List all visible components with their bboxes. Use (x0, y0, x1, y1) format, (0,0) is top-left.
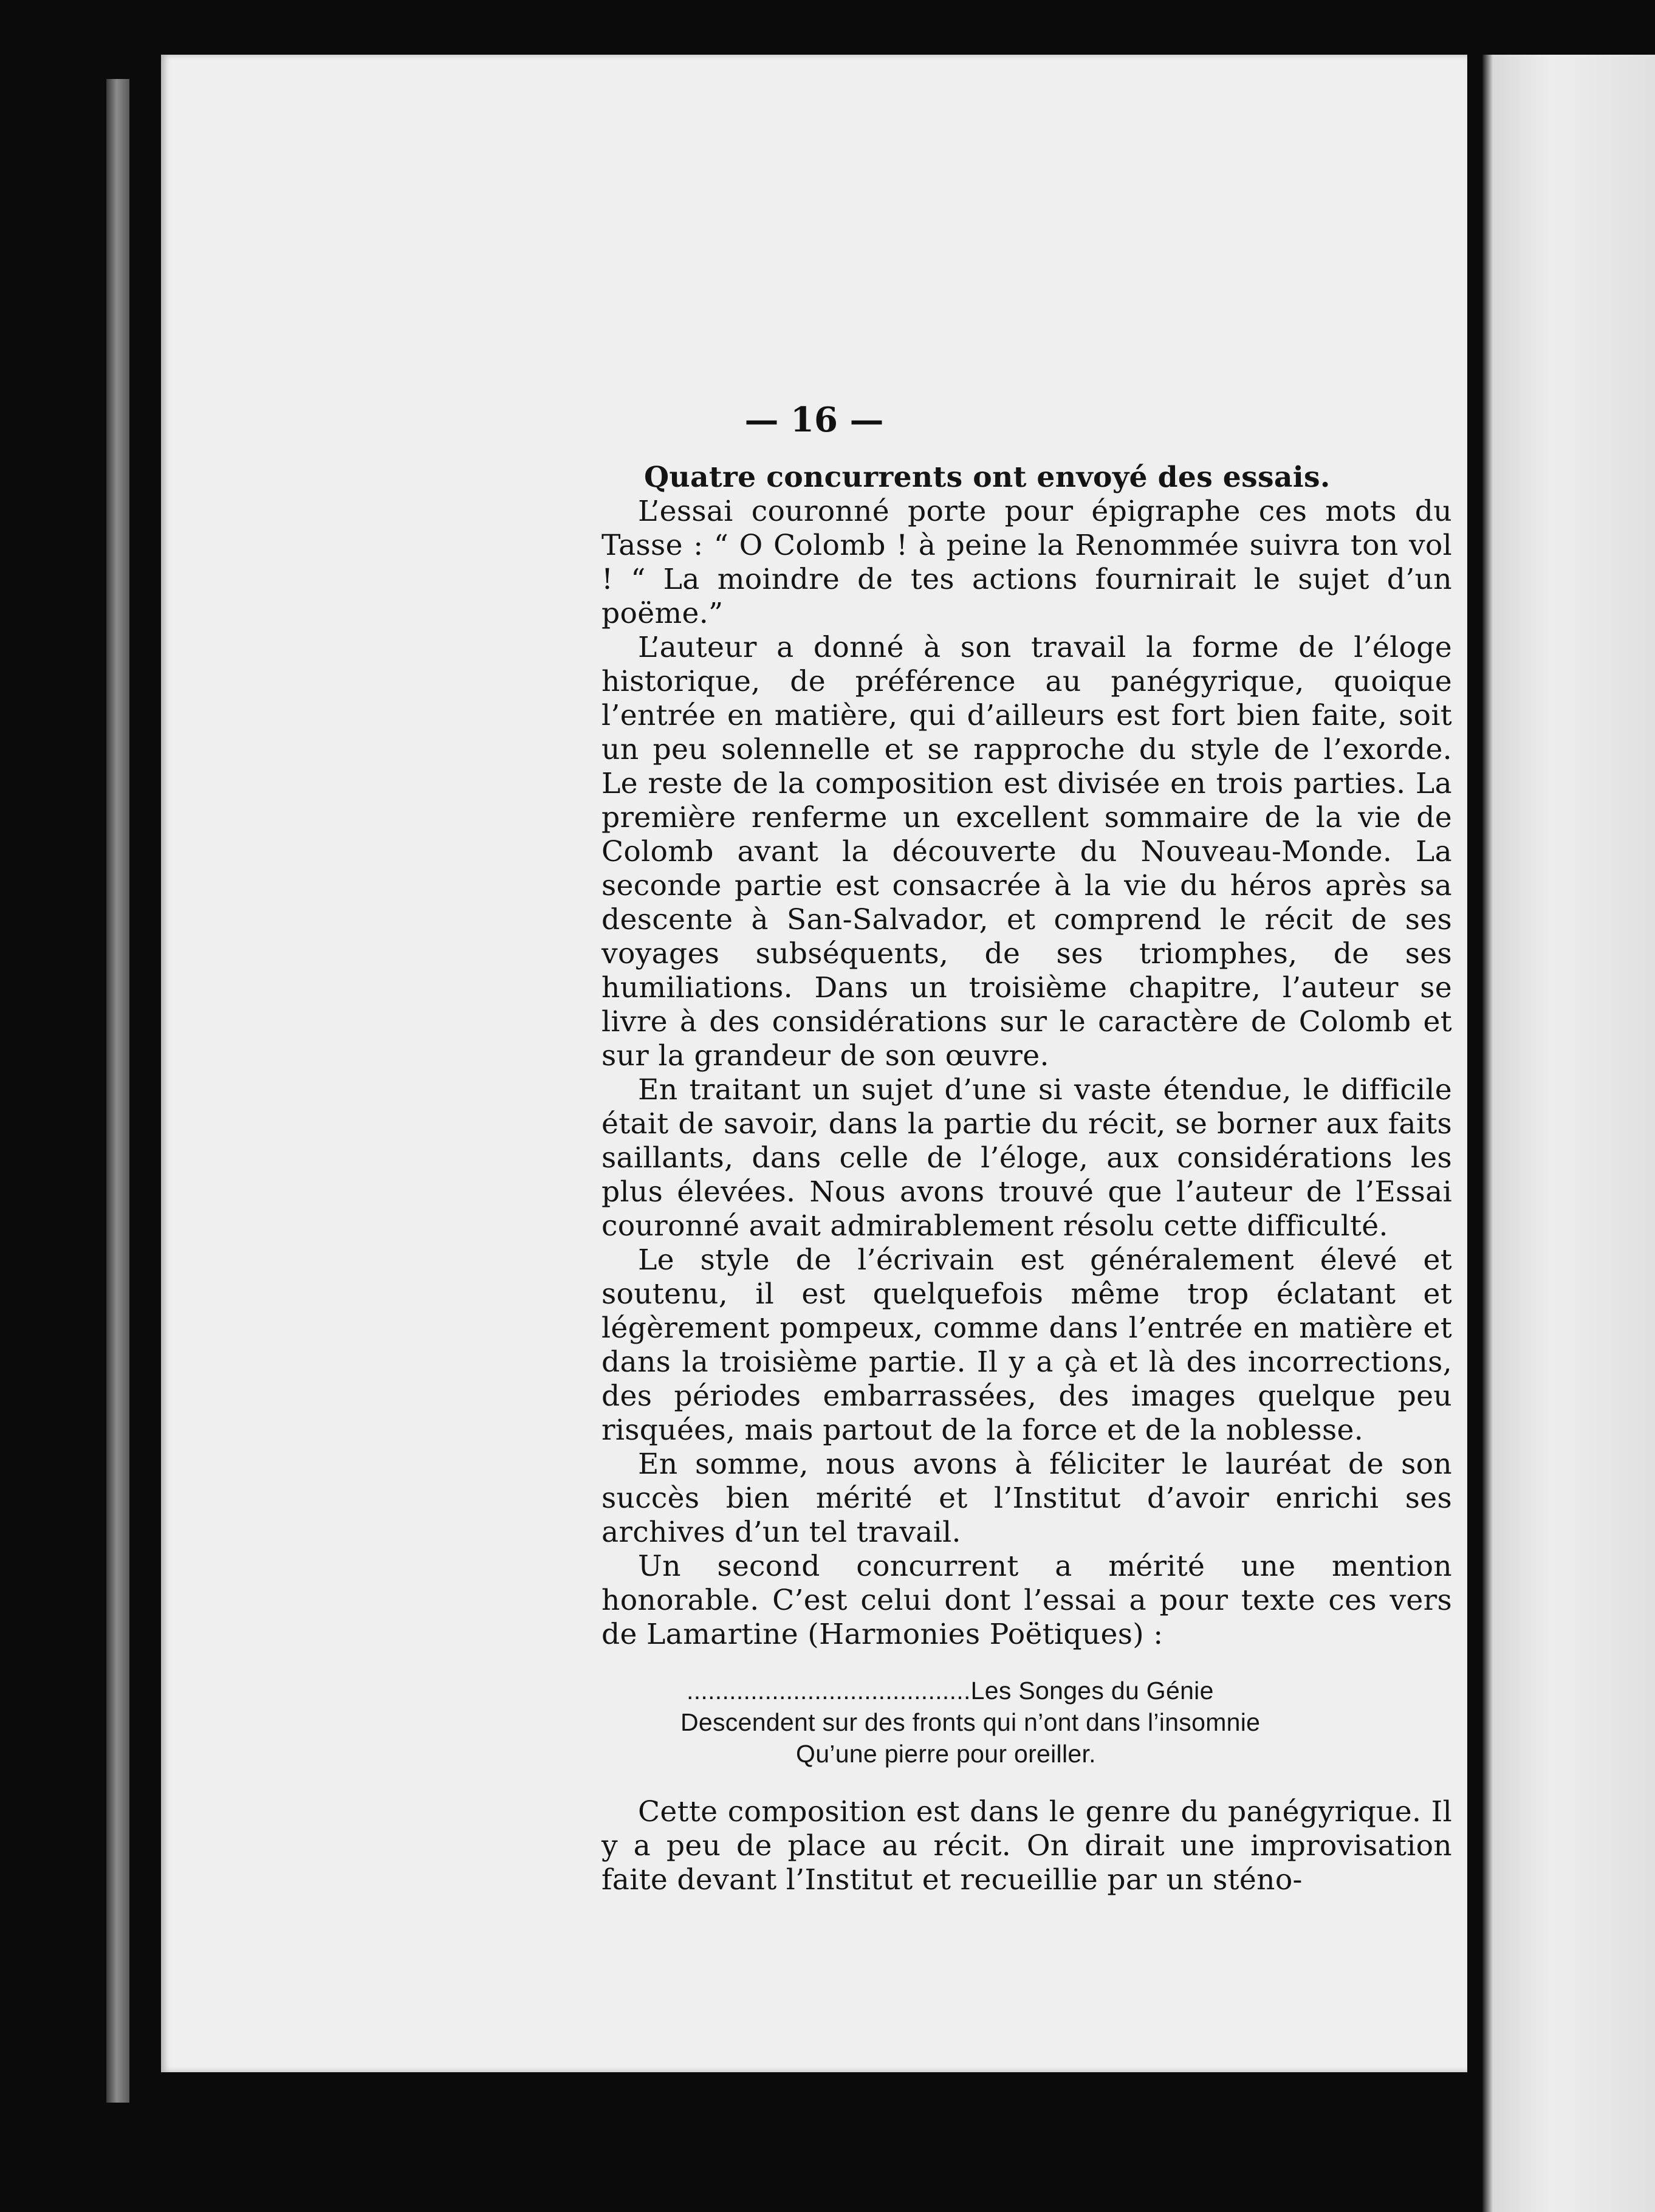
paragraph-4: En traitant un sujet d’une si vaste étendue, le difficile était de savoir, dans la partie du récit, se borner aux faits saillants, dans celle de l’éloge, aux considérations les plus élevées. Nous avons trouvé que l’auteur de l’Essai couronné avait admirablement résolu cette difficulté. (601, 1073, 1452, 1243)
adjacent-page-edge-right (1482, 55, 1655, 2212)
paragraph-2: L’essai couronné porte pour épigraphe ces mots du Tasse : “ O Colomb ! à peine la Renommée suivra ton vol ! “ La moindre de tes actions fournirait le sujet d’un poëme.” (601, 495, 1452, 630)
verse-quote (601, 1675, 1452, 1770)
verse-line-2: Descendent sur des fronts qui n’ont dans l’insomnie (680, 1708, 1261, 1736)
paragraph-1: Quatre concurrents ont envoyé des essais. (644, 461, 1331, 494)
page-number: — 16 — (744, 400, 884, 440)
paragraph-7: Un second concurrent a mérité une mention honorable. C’est celui dont l’essai a pour texte ces vers de Lamartine (Harmonies Poëtiques) : (601, 1550, 1452, 1651)
verse-line-3: Qu’une pierre pour oreiller. (796, 1740, 1096, 1768)
verse-line-1: ........................................Les Songes du Génie (687, 1677, 1214, 1705)
paragraph-8: Cette composition est dans le genre du panégyrique. Il y a peu de place au récit. On dirait une improvisation faite devant l’Institut et recueillie par un sténo- (601, 1795, 1452, 1897)
paragraph-3: L’auteur a donné à son travail la forme de l’éloge historique, de préférence au panégyrique, quoique l’entrée en matière, qui d’ailleurs est fort bien faite, soit un peu solennelle et se rapproche du style de l’exorde. Le reste de la composition est divisée en trois parties. La première renferme un excellent sommaire de la vie de Colomb avant la découverte du Nouveau-Monde. La seconde partie est consacrée à la vie du héros après sa descente à San-Salvador, et comprend le récit de ses voyages subséquents, de ses triomphes, de ses humiliations. Dans un troisième chapitre, l’auteur se livre à des considérations sur le caractère de Colomb et sur la grandeur de son œuvre. (601, 631, 1452, 1073)
paragraph-6: En somme, nous avons à féliciter le lauréat de son succès bien mérité et l’Institut d’avoir enrichi ses archives d’un tel travail. (601, 1448, 1452, 1549)
paragraph-5: Le style de l’écrivain est généralement élevé et soutenu, il est quelquefois même trop éclatant et légèrement pompeux, comme dans l’entrée en matière et dans la troisième partie. Il y a çà et là des incorrections, des périodes embarrassées, des images quelque peu risquées, mais partout de la force et de la noblesse. (601, 1243, 1452, 1447)
document-page (161, 55, 1467, 2072)
body-text (601, 461, 1452, 1897)
adjacent-page-edge-left (106, 79, 129, 2103)
